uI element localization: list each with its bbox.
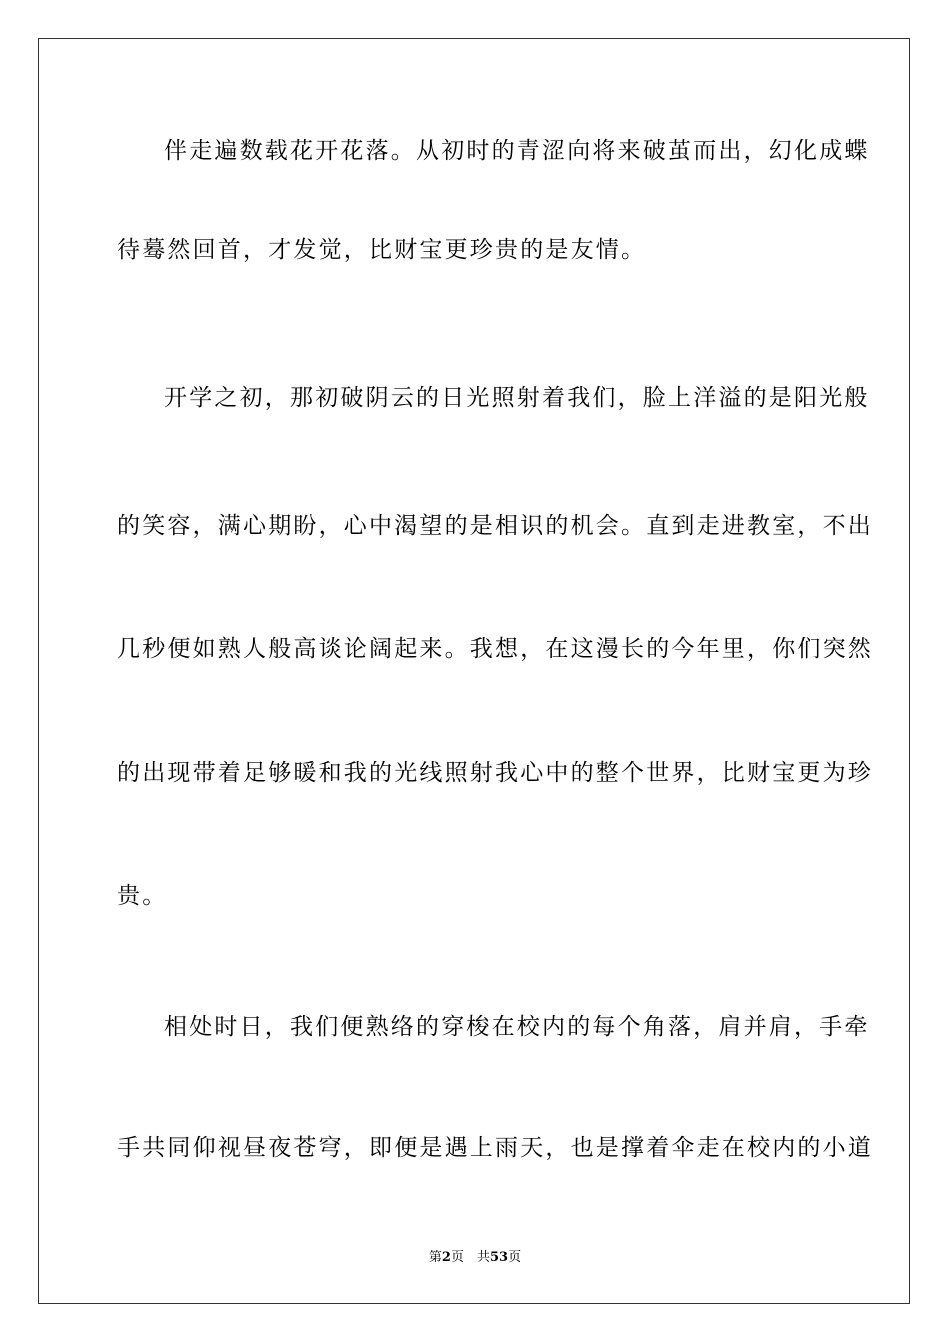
page-border bbox=[38, 38, 910, 1304]
text-line: 的笑容，满心期盼，心中渴望的是相识的机会。直到走进教室，不出 bbox=[117, 513, 873, 539]
current-page-number: 2 bbox=[441, 1250, 451, 1265]
footer-suffix: 页 bbox=[508, 1250, 522, 1265]
text-line: 的出现带着足够暖和我的光线照射我心中的整个世界，比财宝更为珍 bbox=[117, 760, 873, 786]
text-line: 手共同仰视昼夜苍穹，即便是遇上雨天，也是撑着伞走在校内的小道 bbox=[117, 1135, 873, 1161]
text-line: 待蓦然回首，才发觉，比财宝更珍贵的是友情。 bbox=[117, 237, 647, 263]
total-pages-number: 53 bbox=[489, 1250, 509, 1265]
footer-prefix: 第 bbox=[428, 1250, 442, 1265]
footer-mid: 页 共 bbox=[450, 1250, 490, 1265]
page-footer bbox=[0, 1249, 950, 1267]
text-line: 贵。 bbox=[117, 883, 168, 909]
text-line: 几秒便如熟人般高谈论阔起来。我想，在这漫长的今年里，你们突然 bbox=[117, 636, 873, 662]
text-line: 相处时日，我们便熟络的穿梭在校内的每个角落，肩并肩，手牵 bbox=[164, 1014, 870, 1040]
text-line: 伴走遍数载花开花落。从初时的青涩向将来破茧而出，幻化成蝶 bbox=[164, 138, 870, 164]
text-line: 开学之初，那初破阴云的日光照射着我们，脸上洋溢的是阳光般 bbox=[164, 385, 870, 411]
